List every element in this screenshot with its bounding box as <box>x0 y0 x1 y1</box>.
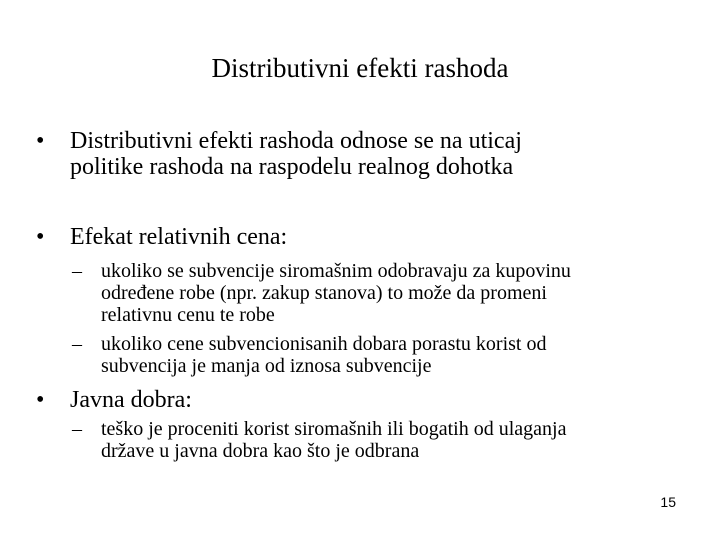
bullet-distributive-effects <box>36 128 696 184</box>
subitem-line: ukoliko se subvencije siromašnim odobravaju za kupovinu <box>101 260 571 282</box>
bullet-line: Distributivni efekti rashoda odnose se na uticaj <box>70 128 522 154</box>
subitem-line: određene robe (npr. zakup stanova) to može da promeni <box>101 282 547 304</box>
bullet-line: politike rashoda na raspodelu realnog dohotka <box>70 154 514 180</box>
subitem-subsidized-prices <box>72 333 692 377</box>
subitem-text <box>101 418 566 462</box>
subitem-text <box>101 260 571 326</box>
bullet-marker: • <box>36 224 45 250</box>
page-number: 15 <box>660 494 676 510</box>
subitem-public-goods-benefit <box>72 418 692 462</box>
slide-title: Distributivni efekti rashoda <box>211 53 509 83</box>
bullet-relative-prices <box>36 224 696 254</box>
bullet-public-goods <box>36 387 696 417</box>
subitem-marker: – <box>72 260 82 282</box>
bullet-text <box>70 128 522 180</box>
bullet-marker: • <box>36 128 45 154</box>
subitem-line: teško je proceniti korist siromašnih ili bogatih od ulaganja <box>101 418 567 440</box>
subitem-line: države u javna dobra kao što je odbrana <box>101 440 420 462</box>
bullet-text <box>70 387 192 413</box>
bullet-line: Efekat relativnih cena: <box>70 224 288 250</box>
subitem-text <box>101 333 546 377</box>
bullet-line: Javna dobra: <box>70 387 192 413</box>
subitem-line: relativnu cenu te robe <box>101 304 275 326</box>
bullet-marker: • <box>36 387 45 413</box>
subitem-marker: – <box>72 333 82 355</box>
subitem-marker: – <box>72 418 82 440</box>
subitem-line: ukoliko cene subvencionisanih dobara porastu korist od <box>101 333 547 355</box>
bullet-text <box>70 224 287 250</box>
subitem-subsidies-purchase <box>72 260 692 326</box>
subitem-line: subvencija je manja od iznosa subvencije <box>101 355 432 377</box>
